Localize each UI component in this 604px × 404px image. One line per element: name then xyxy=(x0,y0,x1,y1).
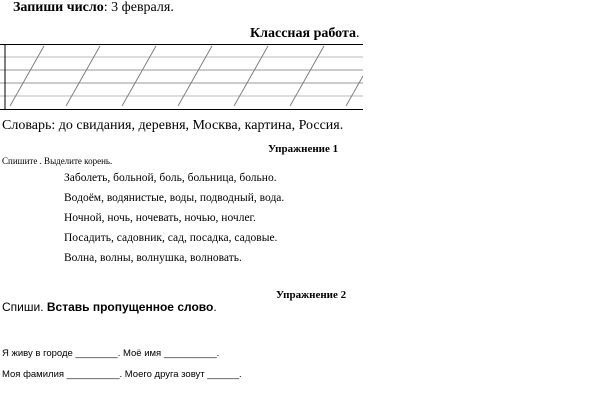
word-line: Заболеть, больной, боль, больница, больно. xyxy=(64,172,277,184)
word-line: Посадить, садовник, сад, посадка, садовые. xyxy=(64,232,278,244)
exercise2-title: Упражнение 2 xyxy=(276,289,347,301)
exercise2-instruction xyxy=(2,300,217,314)
fill-line: Моя фамилия __________. Моего друга зовут ______. xyxy=(2,369,242,380)
fill-line: Я живу в городе ________. Моё имя __________. xyxy=(2,348,220,359)
exercise1-instruction: Спишите . Выделите корень. xyxy=(2,156,113,166)
classwork-label: Классная работа xyxy=(250,26,357,41)
classwork-dot: . xyxy=(356,26,360,41)
instruction-plain: Спиши. xyxy=(2,300,47,314)
handwriting-grid xyxy=(0,44,363,110)
vocabulary-line: Словарь: до свидания, деревня, Москва, картина, Россия. xyxy=(2,118,344,133)
word-line: Водоём, водянистые, воды, подводный, вода. xyxy=(64,192,285,204)
word-line: Волна, волны, волнушка, волновать. xyxy=(64,252,242,264)
date-value: : 3 февраля. xyxy=(103,0,174,15)
exercise1-title: Упражнение 1 xyxy=(268,143,339,155)
word-line: Ночной, ночь, ночевать, ночью, ночлег. xyxy=(64,212,256,224)
instruction-end: . xyxy=(213,300,217,314)
date-label: Запиши число xyxy=(13,0,104,15)
instruction-bold: Вставь пропущенное слово xyxy=(46,300,214,314)
date-line xyxy=(13,0,174,16)
classwork-title xyxy=(250,26,360,42)
